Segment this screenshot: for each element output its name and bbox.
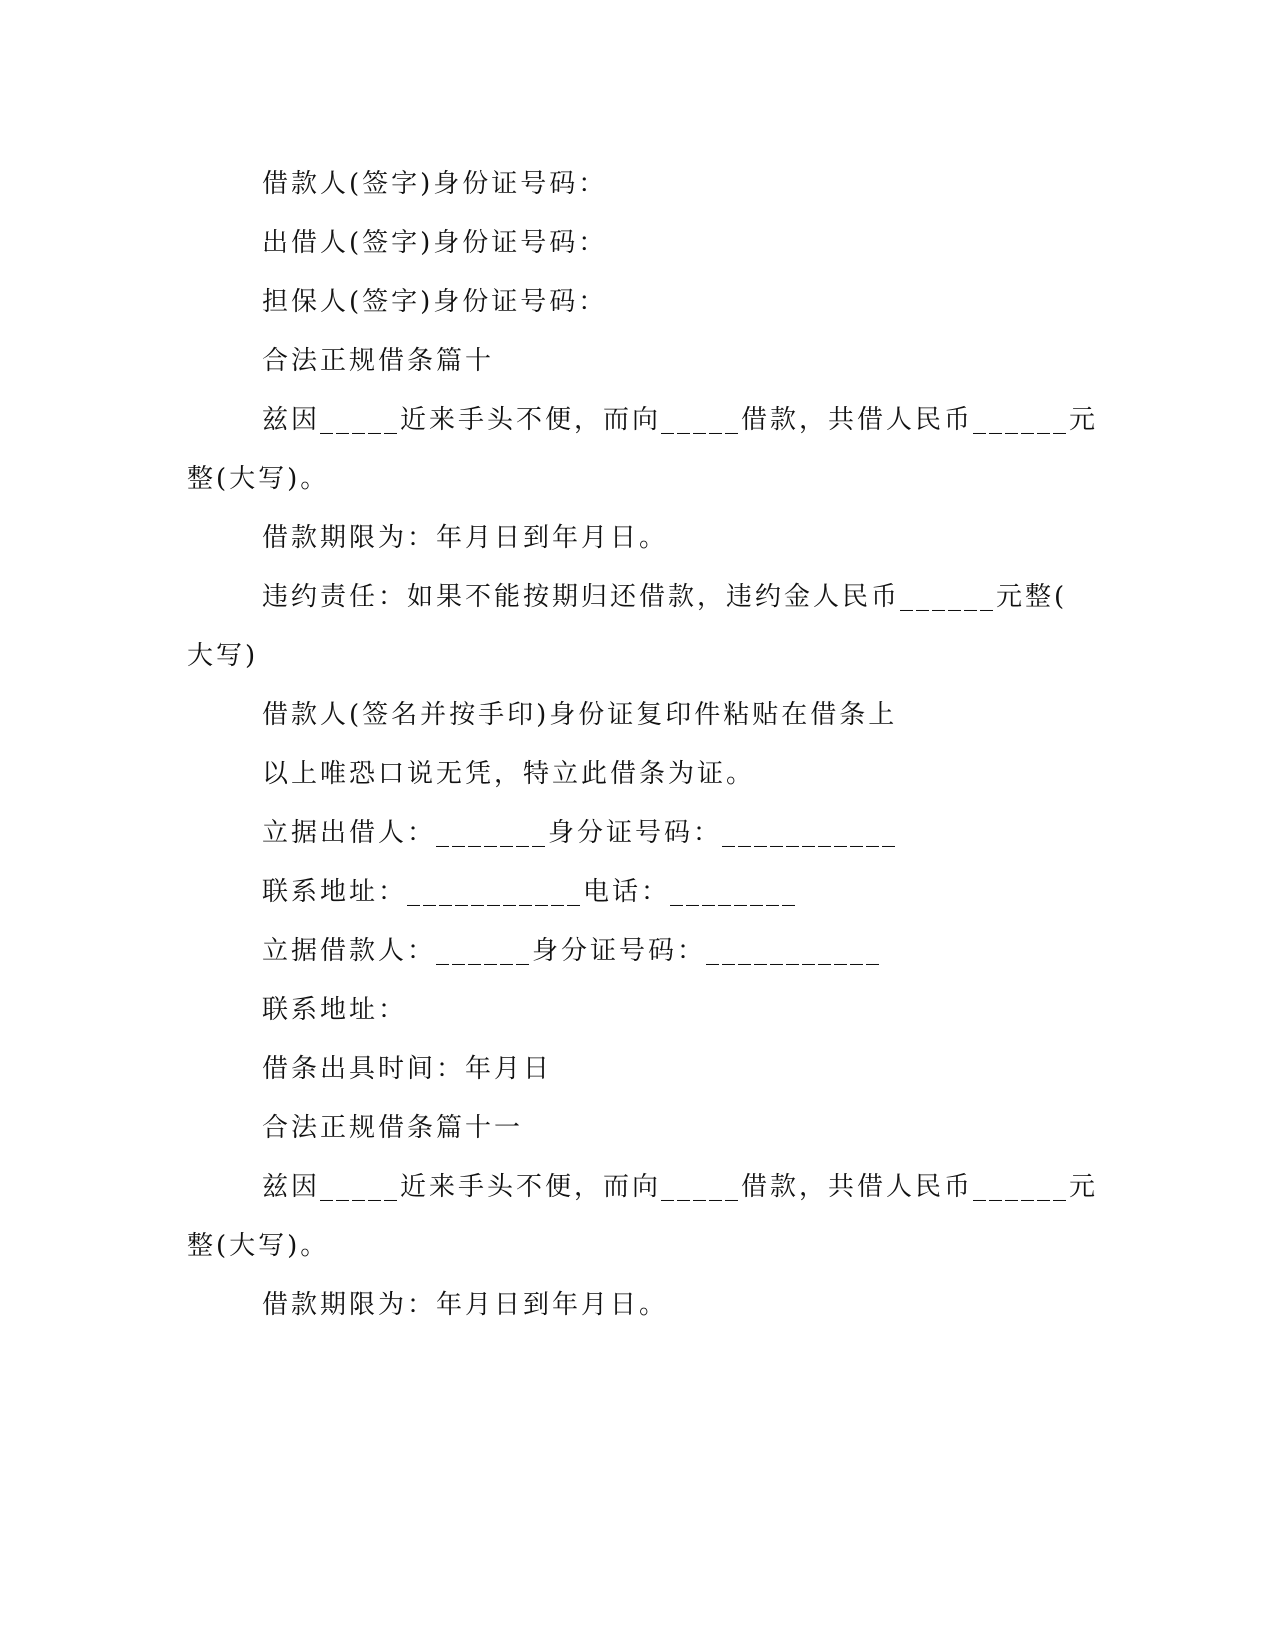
default-liability-line: 违约责任：如果不能按期归还借款，违约金人民币______元整( — [262, 582, 1068, 612]
issue-date-line: 借条出具时间：年月日 — [262, 1054, 553, 1084]
lender-contact-line: 联系地址：___________电话：________ — [262, 877, 799, 907]
borrower-id-line: 立据借款人：______身分证号码：___________ — [262, 936, 883, 966]
loan-statement-line: 兹因_____近来手头不便，而向_____借款，共借人民币______元 — [262, 405, 1099, 435]
lender-id-line: 立据出借人：_______身分证号码：___________ — [262, 818, 899, 848]
section-heading-11: 合法正规借条篇十一 — [262, 1113, 524, 1143]
loan-term-line-2: 借款期限为：年月日到年月日。 — [262, 1290, 669, 1320]
borrower-address-line: 联系地址： — [262, 995, 408, 1025]
lender-signature-line: 出借人(签字)身份证号码： — [262, 228, 608, 258]
id-copy-note: 借款人(签名并按手印)身份证复印件粘贴在借条上 — [262, 700, 898, 730]
loan-statement-continuation-2: 整(大写)。 — [187, 1231, 330, 1261]
loan-term-line: 借款期限为：年月日到年月日。 — [262, 523, 669, 553]
guarantor-signature-line: 担保人(签字)身份证号码： — [262, 287, 608, 317]
default-liability-continuation: 大写) — [187, 641, 259, 671]
section-heading-10: 合法正规借条篇十 — [262, 346, 495, 376]
loan-statement-line-2: 兹因_____近来手头不便，而向_____借款，共借人民币______元 — [262, 1172, 1099, 1202]
borrower-signature-line: 借款人(签字)身份证号码： — [262, 169, 608, 199]
loan-statement-continuation: 整(大写)。 — [187, 464, 330, 494]
evidence-statement: 以上唯恐口说无凭，特立此借条为证。 — [262, 759, 756, 789]
